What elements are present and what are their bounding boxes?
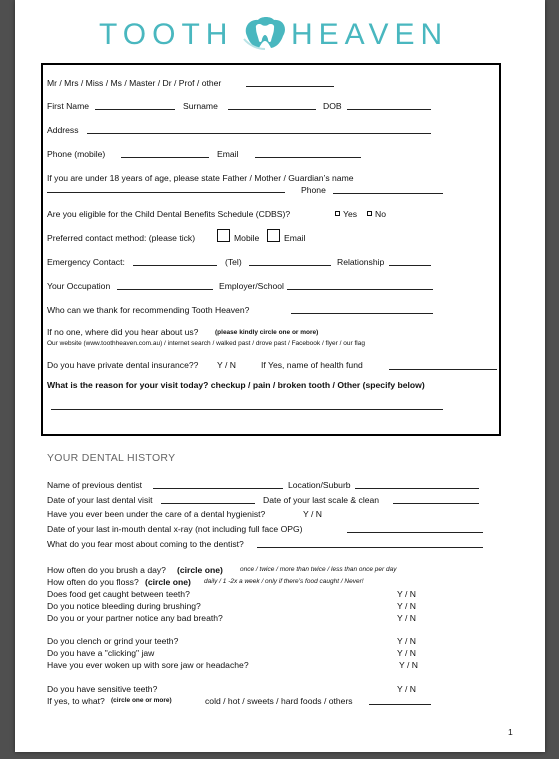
contact-method-label: Preferred contact method: (please tick) [47, 233, 196, 243]
cdbs-question: Are you eligible for the Child Dental Benefits Schedule (CDBS)? [47, 209, 291, 219]
email-field[interactable] [255, 157, 361, 158]
bad-breath-yn[interactable]: Y / N [397, 613, 416, 623]
sore-jaw-yn[interactable]: Y / N [399, 660, 418, 670]
location-label: Location/Suburb [288, 480, 351, 490]
occupation-field[interactable] [117, 289, 213, 290]
employer-field[interactable] [287, 289, 433, 290]
heard-about-question: If no one, where did you hear about us? [47, 327, 199, 337]
bleeding-yn[interactable]: Y / N [397, 601, 416, 611]
hygienist-question: Have you ever been under the care of a dental hygienist? [47, 509, 266, 519]
sensitive-question: Do you have sensitive teeth? [47, 684, 158, 694]
title-field[interactable] [246, 86, 334, 87]
contact-mobile-label: Mobile [234, 233, 260, 243]
health-fund-label: If Yes, name of health fund [261, 360, 363, 370]
phone-mobile-field[interactable] [121, 157, 209, 158]
email-label: Email [217, 149, 239, 159]
brush-question: How often do you brush a day? [47, 565, 166, 575]
insurance-question: Do you have private dental insurance?? [47, 360, 199, 370]
cdbs-yes-label: Yes [343, 209, 358, 219]
relationship-field[interactable] [389, 265, 431, 266]
contact-mobile-checkbox[interactable] [217, 229, 230, 242]
contact-email-checkbox[interactable] [267, 229, 280, 242]
address-field[interactable] [87, 133, 431, 134]
logo-text-heaven: HEAVEN [291, 18, 449, 51]
previous-dentist-label: Name of previous dentist [47, 480, 143, 490]
clench-yn[interactable]: Y / N [397, 636, 416, 646]
logo-text-tooth: TOOTH [99, 18, 234, 51]
cdbs-yes-checkbox[interactable] [335, 211, 340, 216]
floss-circle-one: (circle one) [145, 577, 191, 587]
under-18-label: If you are under 18 years of age, please state Father / Mother / Guardian’s name [47, 173, 354, 183]
health-fund-field[interactable] [389, 369, 497, 370]
first-name-label: First Name [47, 101, 90, 111]
last-scale-label: Date of your last scale & clean [263, 495, 380, 505]
visit-reason-question: What is the reason for your visit today? checkup / pain / broken tooth / Other (specify below) [47, 380, 425, 390]
circle-note: (please kindly circle one or more) [215, 329, 319, 336]
xray-field[interactable] [347, 532, 483, 533]
insurance-yn[interactable]: Y / N [217, 360, 236, 370]
bad-breath-question: Do you or your partner notice any bad breath? [47, 613, 223, 623]
relationship-label: Relationship [337, 257, 385, 267]
address-label: Address [47, 125, 79, 135]
sensitive-yn[interactable]: Y / N [397, 684, 416, 694]
dental-history-heading: YOUR DENTAL HISTORY [47, 452, 176, 464]
floss-options[interactable]: daily / 1 -2x a week / only if there’s food caught / Never! [204, 578, 364, 585]
sensitive-other-field[interactable] [369, 704, 431, 705]
brush-options[interactable]: once / twice / more than twice / less than once per day [240, 566, 397, 573]
emergency-tel-label: (Tel) [225, 257, 242, 267]
guardian-name-field[interactable] [47, 192, 285, 193]
brush-circle-one: (circle one) [177, 565, 223, 575]
sensitive-circle-note: (circle one or more) [111, 697, 172, 704]
cdbs-no-label: No [375, 209, 386, 219]
sore-jaw-question: Have you ever woken up with sore jaw or headache? [47, 660, 249, 670]
source-options: Our website (www.toothheaven.com.au) / internet search / walked past / drove past / Facebook / flyer / our flag [47, 340, 365, 347]
cdbs-no-checkbox[interactable] [367, 211, 372, 216]
guardian-phone-label: Phone [301, 185, 326, 195]
form-page [15, 0, 545, 752]
xray-label: Date of your last in-mouth dental x-ray (not including full face OPG) [47, 524, 303, 534]
clicking-jaw-yn[interactable]: Y / N [397, 648, 416, 658]
fear-question: What do you fear most about coming to the dentist? [47, 539, 244, 549]
recommend-question: Who can we thank for recommending Tooth Heaven? [47, 305, 250, 315]
food-caught-question: Does food get caught between teeth? [47, 589, 190, 599]
page-number: 1 [508, 727, 513, 737]
occupation-label: Your Occupation [47, 281, 111, 291]
phone-mobile-label: Phone (mobile) [47, 149, 106, 159]
emergency-contact-field[interactable] [133, 265, 217, 266]
last-visit-label: Date of your last dental visit [47, 495, 153, 505]
emergency-contact-label: Emergency Contact: [47, 257, 125, 267]
clench-question: Do you clench or grind your teeth? [47, 636, 179, 646]
food-caught-yn[interactable]: Y / N [397, 589, 416, 599]
clicking-jaw-question: Do you have a "clicking" jaw [47, 648, 155, 658]
tooth-logo-icon [241, 14, 291, 54]
fear-field[interactable] [257, 547, 483, 548]
surname-label: Surname [183, 101, 218, 111]
dob-field[interactable] [347, 109, 431, 110]
surname-field[interactable] [228, 109, 316, 110]
last-scale-field[interactable] [393, 503, 479, 504]
contact-email-label: Email [284, 233, 306, 243]
hygienist-yn[interactable]: Y / N [303, 509, 322, 519]
title-options-label: Mr / Mrs / Miss / Ms / Master / Dr / Prof / other [47, 78, 222, 88]
sensitive-to-what-label: If yes, to what? [47, 696, 105, 706]
emergency-tel-field[interactable] [249, 265, 331, 266]
recommend-field[interactable] [291, 313, 433, 314]
previous-dentist-field[interactable] [153, 488, 283, 489]
dob-label: DOB [323, 101, 342, 111]
guardian-phone-field[interactable] [333, 193, 443, 194]
employer-label: Employer/School [219, 281, 284, 291]
floss-question: How often do you floss? [47, 577, 139, 587]
last-visit-field[interactable] [161, 503, 255, 504]
first-name-field[interactable] [95, 109, 175, 110]
sensitive-options[interactable]: cold / hot / sweets / hard foods / others [205, 696, 353, 706]
visit-reason-field[interactable] [51, 409, 443, 410]
location-field[interactable] [355, 488, 479, 489]
bleeding-question: Do you notice bleeding during brushing? [47, 601, 201, 611]
